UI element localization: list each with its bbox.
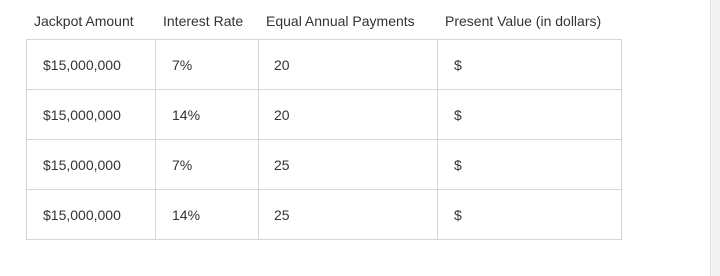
header-interest-rate: Interest Rate — [163, 13, 244, 29]
header-present-value: Present Value (in dollars) — [445, 13, 602, 29]
scrollbar-track[interactable] — [710, 0, 720, 276]
jackpot-amount-cell: $15,000,000 — [27, 140, 156, 190]
header-equal-annual-payments: Equal Annual Payments — [266, 13, 415, 29]
payments-cell: 25 — [259, 190, 438, 240]
payments-cell: 20 — [259, 40, 438, 90]
dollar-prefix: $ — [454, 206, 462, 223]
interest-rate-cell: 7% — [156, 140, 259, 190]
present-value-input-cell[interactable] — [438, 190, 622, 240]
interest-rate-cell: 14% — [156, 90, 259, 140]
payments-cell: 25 — [259, 140, 438, 190]
interest-rate-cell: 7% — [156, 40, 259, 90]
table-header-row — [0, 10, 710, 32]
interest-rate-cell: 14% — [156, 190, 259, 240]
jackpot-amount-cell: $15,000,000 — [27, 40, 156, 90]
jackpot-amount-cell: $15,000,000 — [27, 90, 156, 140]
dollar-prefix: $ — [454, 106, 462, 123]
present-value-input-cell[interactable] — [438, 140, 622, 190]
dollar-prefix: $ — [454, 56, 462, 73]
table-row — [27, 90, 622, 140]
dollar-prefix: $ — [454, 156, 462, 173]
table-row — [27, 40, 622, 90]
jackpot-amount-cell: $15,000,000 — [27, 190, 156, 240]
jackpot-table — [26, 39, 622, 240]
payments-cell: 20 — [259, 90, 438, 140]
table-row — [27, 190, 622, 240]
header-jackpot-amount: Jackpot Amount — [34, 13, 134, 29]
table-row — [27, 140, 622, 190]
present-value-input-cell[interactable] — [438, 90, 622, 140]
present-value-input-cell[interactable] — [438, 40, 622, 90]
